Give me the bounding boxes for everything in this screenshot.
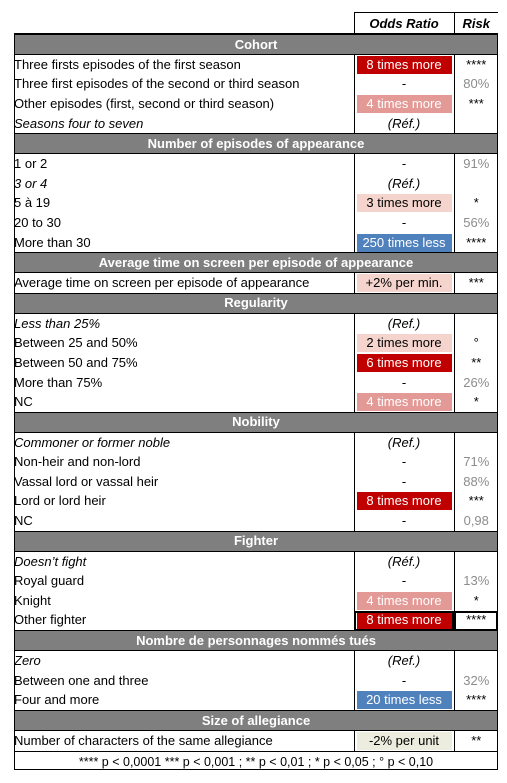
risk-value: ***	[468, 493, 484, 509]
risk-value: **	[471, 732, 482, 748]
variable-label: 1 or 2	[14, 154, 354, 174]
section-title: Size of allegiance	[14, 711, 498, 731]
variable-label: Lord or lord heir	[14, 492, 354, 512]
table-row	[14, 551, 498, 571]
odds-ratio-cell	[354, 334, 454, 354]
table-row	[14, 671, 498, 691]
odds-ratio-value: -	[401, 672, 407, 688]
risk-value: 13%	[463, 573, 490, 589]
odds-ratio-value: (Réf.)	[387, 553, 421, 569]
odds-ratio-value: (Ref.)	[387, 315, 421, 331]
odds-ratio-cell	[354, 373, 454, 393]
variable-label: 3 or 4	[14, 174, 354, 194]
section-header-row	[14, 293, 498, 313]
risk-value	[454, 551, 498, 571]
variable-label: Non-heir and non-lord	[14, 453, 354, 473]
risk-value: °	[473, 335, 479, 351]
odds-ratio-cell	[354, 94, 454, 114]
odds-ratio-value: (Ref.)	[387, 434, 421, 450]
risk-value: 80%	[463, 76, 490, 92]
table-row	[14, 353, 498, 373]
odds-ratio-value: -	[401, 513, 407, 529]
risk-value: ***	[468, 95, 484, 111]
odds-ratio-cell	[354, 392, 454, 412]
table-row	[14, 511, 498, 531]
variable-label: Knight	[14, 591, 354, 611]
significance-legend: **** p < 0,0001 *** p < 0,001 ; ** p < 0,01 ; * p < 0,05 ; ° p < 0,10	[14, 751, 498, 772]
odds-ratio-table	[14, 12, 498, 772]
odds-ratio-cell	[354, 233, 454, 253]
variable-label: Commoner or former noble	[14, 432, 354, 452]
table-row	[14, 453, 498, 473]
table-row	[14, 392, 498, 412]
risk-value: 0,98	[463, 513, 489, 529]
variable-label: More than 30	[14, 233, 354, 253]
odds-ratio-value: (Réf.)	[387, 115, 421, 131]
section-header-row	[14, 134, 498, 154]
section-title: Fighter	[14, 531, 498, 551]
odds-ratio-cell	[354, 453, 454, 473]
section-title: Nombre de personnages nommés tués	[14, 631, 498, 651]
odds-ratio-value: -	[401, 374, 407, 390]
odds-ratio-cell	[354, 313, 454, 333]
odds-ratio-cell	[354, 511, 454, 531]
variable-label: Average time on screen per episode of appearance	[14, 273, 354, 294]
variable-label: More than 75%	[14, 373, 354, 393]
odds-ratio-value: -	[401, 214, 407, 230]
risk-value: ****	[466, 56, 487, 72]
odds-ratio-value: 4 times more	[357, 592, 452, 610]
table-row	[14, 690, 498, 710]
variable-label: Four and more	[14, 690, 354, 710]
variable-label: 5 à 19	[14, 194, 354, 214]
risk-value: 71%	[463, 454, 490, 470]
risk-value	[454, 174, 498, 194]
section-title: Number of episodes of appearance	[14, 134, 498, 154]
risk-value: 88%	[463, 473, 490, 489]
odds-ratio-cell	[354, 174, 454, 194]
odds-ratio-value: -	[401, 473, 407, 489]
odds-ratio-value: (Réf.)	[387, 175, 421, 191]
odds-ratio-value: -2% per unit	[357, 732, 452, 750]
odds-ratio-value: (Ref.)	[387, 653, 421, 669]
variable-label: Less than 25%	[14, 313, 354, 333]
odds-ratio-value: +2% per min.	[357, 274, 452, 292]
section-header-row	[14, 531, 498, 551]
odds-ratio-value: -	[401, 76, 407, 92]
section-header-row	[14, 253, 498, 273]
risk-value: *	[473, 195, 479, 211]
table-row	[14, 313, 498, 333]
variable-label: Other fighter	[14, 611, 354, 631]
odds-ratio-value: 4 times more	[357, 393, 452, 411]
odds-ratio-cell	[354, 154, 454, 174]
table-row	[14, 373, 498, 393]
odds-ratio-value: 8 times more	[357, 611, 452, 629]
table-row	[14, 94, 498, 114]
table-row	[14, 731, 498, 752]
variable-label: 20 to 30	[14, 213, 354, 233]
risk-value	[454, 114, 498, 134]
section-title: Cohort	[14, 35, 498, 55]
risk-value: ****	[454, 611, 498, 631]
risk-value: 91%	[463, 156, 490, 172]
variable-label: Other episodes (first, second or third season)	[14, 94, 354, 114]
variable-label: Royal guard	[14, 571, 354, 591]
odds-ratio-cell	[354, 114, 454, 134]
section-title: Nobility	[14, 412, 498, 432]
odds-ratio-cell	[354, 432, 454, 452]
table-row	[14, 75, 498, 95]
table-row	[14, 174, 498, 194]
table-row	[14, 114, 498, 134]
table-row	[14, 651, 498, 671]
variable-label: Between 25 and 50%	[14, 334, 354, 354]
risk-value	[454, 313, 498, 333]
risk-value: *	[473, 592, 479, 608]
risk-value: ***	[468, 275, 484, 291]
section-title: Average time on screen per episode of appearance	[14, 253, 498, 273]
section-header-row	[14, 631, 498, 651]
risk-value: 26%	[463, 374, 490, 390]
header-risk: Risk	[454, 13, 498, 35]
risk-value: **	[471, 354, 482, 370]
odds-ratio-cell	[354, 651, 454, 671]
odds-ratio-value: 3 times more	[357, 194, 452, 212]
table-row	[14, 55, 498, 75]
risk-value	[454, 651, 498, 671]
variable-label: Doesn’t fight	[14, 551, 354, 571]
risk-value: ****	[466, 234, 487, 250]
odds-ratio-cell	[354, 55, 454, 75]
variable-label: Zero	[14, 651, 354, 671]
variable-label: NC	[14, 392, 354, 412]
odds-ratio-cell	[354, 611, 454, 631]
odds-ratio-value: 4 times more	[357, 95, 452, 113]
variable-label: Seasons four to seven	[14, 114, 354, 134]
variable-label: Between one and three	[14, 671, 354, 691]
odds-ratio-cell	[354, 213, 454, 233]
variable-label: NC	[14, 511, 354, 531]
section-header-row	[14, 35, 498, 55]
variable-label: Three firsts episodes of the first season	[14, 55, 354, 75]
table-row	[14, 611, 498, 631]
table-row	[14, 213, 498, 233]
odds-ratio-value: 250 times less	[357, 234, 452, 252]
table-row	[14, 233, 498, 253]
header-corner	[14, 13, 354, 35]
odds-ratio-value: 20 times less	[357, 691, 452, 709]
table-row	[14, 571, 498, 591]
section-header-row	[14, 412, 498, 432]
odds-ratio-value: -	[401, 573, 407, 589]
odds-ratio-value: 8 times more	[357, 492, 452, 510]
header-odds-ratio: Odds Ratio	[354, 13, 454, 35]
variable-label: Between 50 and 75%	[14, 353, 354, 373]
odds-ratio-cell	[354, 571, 454, 591]
odds-ratio-cell	[354, 75, 454, 95]
table-row	[14, 472, 498, 492]
table-row	[14, 492, 498, 512]
odds-ratio-value: 6 times more	[357, 354, 452, 372]
odds-ratio-cell	[354, 492, 454, 512]
table-row	[14, 273, 498, 294]
odds-ratio-cell	[354, 472, 454, 492]
table-row	[14, 591, 498, 611]
risk-value: ****	[466, 692, 487, 708]
odds-ratio-value: 8 times more	[357, 56, 452, 74]
odds-ratio-cell	[354, 690, 454, 710]
variable-label: Vassal lord or vassal heir	[14, 472, 354, 492]
table-header-row	[14, 13, 498, 35]
variable-label: Number of characters of the same allegiance	[14, 731, 354, 752]
risk-value: 56%	[463, 214, 490, 230]
odds-ratio-cell	[354, 551, 454, 571]
odds-ratio-cell	[354, 273, 454, 294]
odds-ratio-cell	[354, 591, 454, 611]
odds-ratio-value: -	[401, 454, 407, 470]
section-title: Regularity	[14, 293, 498, 313]
table-row	[14, 334, 498, 354]
table-row	[14, 154, 498, 174]
table-row	[14, 432, 498, 452]
odds-ratio-value: -	[401, 156, 407, 172]
odds-ratio-cell	[354, 194, 454, 214]
odds-ratio-value: 2 times more	[357, 334, 452, 352]
odds-ratio-cell	[354, 671, 454, 691]
risk-value: 32%	[463, 672, 490, 688]
variable-label: Three first episodes of the second or third season	[14, 75, 354, 95]
risk-value: *	[473, 394, 479, 410]
odds-ratio-cell	[354, 731, 454, 752]
table-row	[14, 194, 498, 214]
risk-value	[454, 432, 498, 452]
section-header-row	[14, 711, 498, 731]
odds-ratio-cell	[354, 353, 454, 373]
significance-legend-row	[14, 751, 498, 772]
